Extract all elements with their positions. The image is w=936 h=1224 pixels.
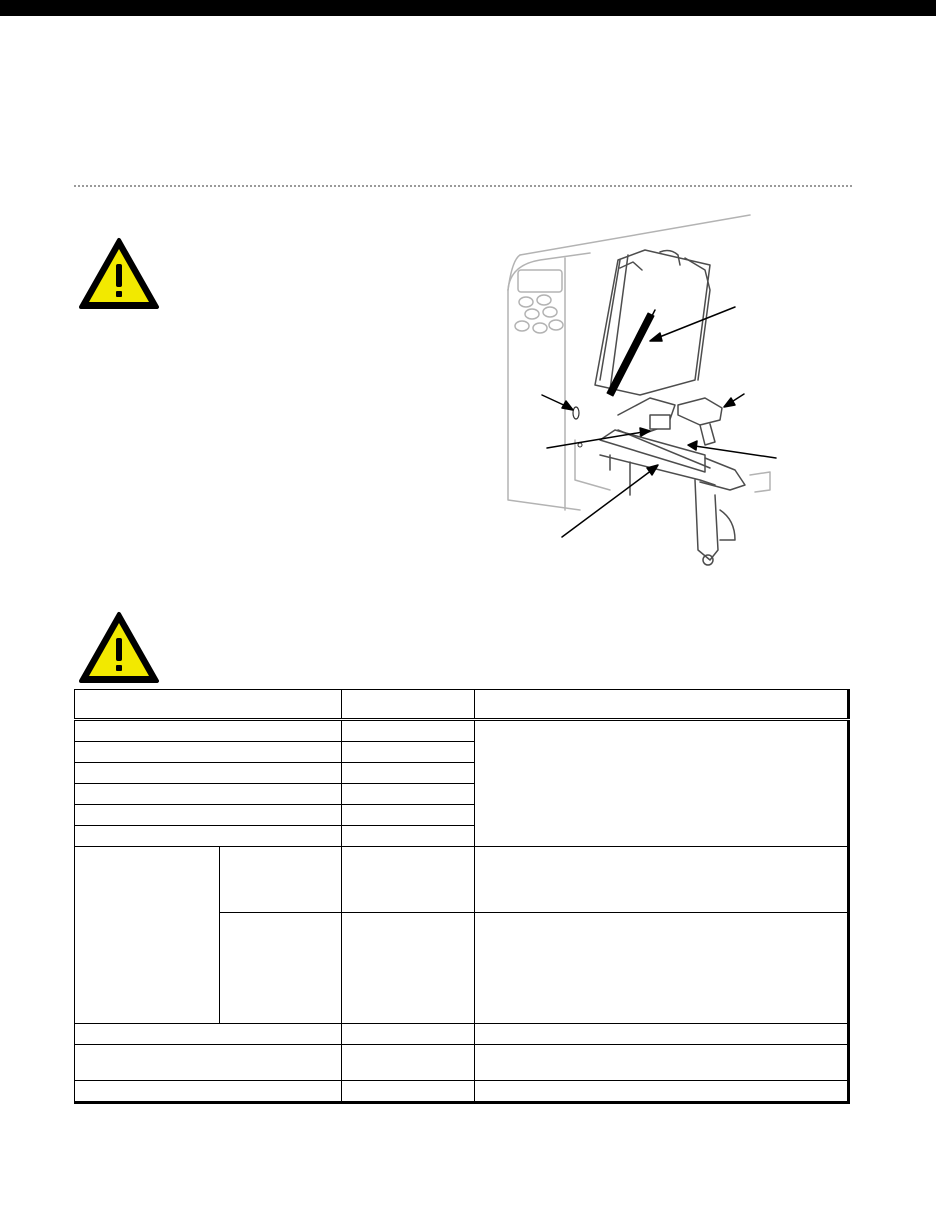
warning-triangle-icon: [78, 611, 160, 685]
table-row: [75, 1024, 849, 1045]
table-header-cell: [75, 690, 342, 720]
table-cell: [342, 742, 475, 763]
table-cell: [342, 1024, 475, 1045]
table-cell: [342, 1045, 475, 1081]
warning-triangle-icon: [78, 237, 160, 311]
section-divider: [74, 185, 852, 187]
table-cell: [474, 913, 848, 1024]
table-row: [75, 847, 849, 913]
table-cell: [75, 826, 342, 847]
table-cell: [342, 913, 475, 1024]
table-header-cell: [474, 690, 848, 720]
table-cell: [342, 826, 475, 847]
table-header-row: [75, 690, 849, 720]
table-cell: [75, 784, 342, 805]
table-cell: [219, 847, 342, 913]
table-cell: [75, 763, 342, 784]
table-row: [75, 1045, 849, 1081]
maintenance-table: [74, 689, 850, 1104]
table-cell: [75, 805, 342, 826]
table-row: [75, 720, 849, 742]
printer-illustration: [500, 210, 790, 580]
table-cell: [474, 1045, 848, 1081]
table-cell: [219, 913, 342, 1024]
table-cell: [474, 1024, 848, 1045]
table-cell: [474, 720, 848, 847]
table-cell: [342, 784, 475, 805]
table-cell: [342, 1081, 475, 1103]
table-cell: [75, 1045, 342, 1081]
table-cell: [75, 742, 342, 763]
header-rule: [0, 0, 936, 16]
table-cell: [342, 847, 475, 913]
table-cell: [75, 720, 342, 742]
table-cell: [474, 1081, 848, 1103]
table-cell: [474, 847, 848, 913]
table-cell: [342, 720, 475, 742]
table-cell: [75, 1024, 342, 1045]
table-cell: [342, 805, 475, 826]
table-cell: [342, 763, 475, 784]
table-cell: [75, 847, 220, 1024]
table-row: [75, 1081, 849, 1103]
table-header-cell: [342, 690, 475, 720]
table-cell: [75, 1081, 342, 1103]
